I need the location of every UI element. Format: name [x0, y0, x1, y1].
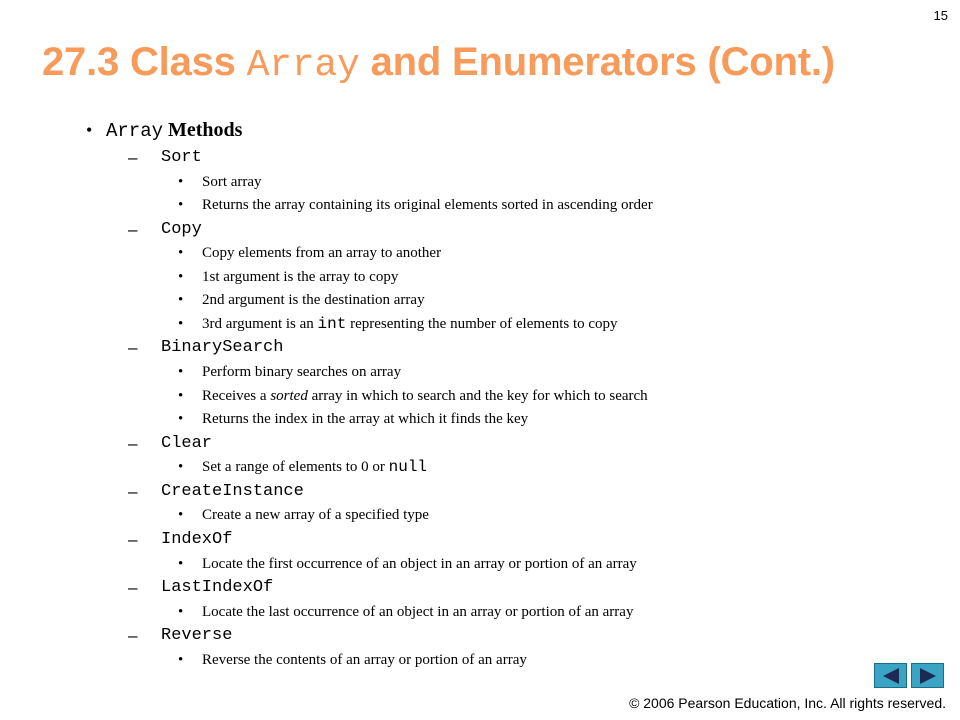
list-item — [0, 242, 900, 266]
right-arrow-icon — [918, 667, 938, 685]
method-sort — [0, 146, 900, 171]
dash-icon: – — [128, 578, 138, 598]
item-text: 3rd argument is an — [202, 315, 318, 332]
method-name: Clear — [161, 433, 213, 453]
method-name: CreateInstance — [161, 481, 304, 501]
item-text: Sort array — [202, 173, 262, 190]
next-slide-button[interactable] — [911, 663, 944, 688]
item-code: int — [317, 314, 347, 333]
dash-icon: – — [128, 626, 138, 646]
slide-navigation — [874, 663, 944, 688]
bullet-icon: • — [178, 364, 184, 381]
list-item — [0, 504, 900, 528]
list-item — [0, 266, 900, 290]
page-number: 15 — [933, 8, 948, 23]
slide-title — [42, 40, 835, 87]
bullet-icon: • — [178, 507, 184, 524]
method-name: BinarySearch — [161, 338, 284, 358]
list-item — [0, 194, 900, 218]
method-binary-search — [0, 336, 900, 361]
item-text: representing the number of elements to copy — [346, 315, 618, 332]
item-text: Reverse the contents of an array or portion of an array — [202, 652, 527, 668]
method-clear — [0, 432, 900, 457]
list-item — [0, 361, 900, 385]
item-text: Locate the first occurrence of an object in an array or portion of an array — [202, 555, 637, 572]
list-item — [0, 601, 900, 625]
list-item — [0, 456, 900, 480]
bullet-icon: • — [178, 245, 184, 262]
method-reverse — [0, 624, 900, 649]
list-item — [0, 553, 900, 577]
bullet-icon: • — [178, 173, 184, 190]
bullet-icon: • — [86, 120, 93, 140]
bullet-icon: • — [178, 268, 184, 285]
copyright-footer: © 2006 Pearson Education, Inc. All rights reserved. — [629, 695, 946, 711]
list-item — [0, 289, 900, 313]
main-bullet-text: Methods — [163, 119, 243, 141]
item-text: Perform binary searches on array — [202, 364, 402, 381]
item-text: Create a new array of a specified type — [202, 507, 429, 524]
bullet-icon: • — [178, 197, 184, 214]
method-last-index-of — [0, 576, 900, 601]
slide-content — [0, 114, 900, 673]
title-suffix: and Enumerators (Cont.) — [359, 40, 835, 84]
list-item — [0, 385, 900, 409]
item-emphasis: sorted — [270, 387, 308, 404]
bullet-icon: • — [178, 387, 184, 404]
item-text: 2nd argument is the destination array — [202, 292, 425, 309]
dash-icon: – — [128, 433, 138, 453]
method-copy — [0, 218, 900, 243]
method-name: Sort — [161, 148, 202, 167]
previous-slide-button[interactable] — [874, 663, 907, 688]
item-text: Locate the last occurrence of an object in an array or portion of an array — [202, 603, 634, 620]
list-item — [0, 649, 900, 673]
main-bullet-code: Array — [106, 120, 164, 142]
bullet-icon: • — [178, 652, 184, 668]
left-arrow-icon — [881, 667, 901, 685]
dash-icon: – — [128, 338, 138, 358]
item-text: Returns the index in the array at which it finds the key — [202, 411, 529, 428]
dash-icon: – — [128, 148, 138, 167]
title-code: Array — [246, 44, 360, 87]
method-index-of — [0, 528, 900, 553]
bullet-icon: • — [178, 292, 184, 309]
method-create-instance — [0, 480, 900, 505]
main-bullet — [0, 114, 900, 146]
dash-icon: – — [128, 481, 138, 501]
title-prefix: 27.3 Class — [42, 40, 247, 84]
item-code: null — [388, 458, 428, 477]
item-text: Receives a — [202, 387, 271, 404]
list-item — [0, 408, 900, 432]
bullet-icon: • — [178, 459, 184, 476]
dash-icon: – — [128, 529, 138, 549]
method-name: Copy — [161, 219, 202, 239]
bullet-icon: • — [178, 555, 184, 572]
item-text: array in which to search and the key for which to search — [307, 387, 648, 404]
dash-icon: – — [128, 219, 138, 239]
item-text: 1st argument is the array to copy — [202, 268, 399, 285]
list-item — [0, 171, 900, 195]
method-name: Reverse — [161, 626, 233, 646]
item-text: Set a range of elements to 0 or — [202, 459, 389, 476]
list-item — [0, 313, 900, 337]
bullet-icon: • — [178, 603, 184, 620]
method-name: LastIndexOf — [161, 578, 274, 598]
method-name: IndexOf — [161, 529, 233, 549]
bullet-icon: • — [178, 411, 184, 428]
bullet-icon: • — [178, 315, 184, 332]
item-text: Copy elements from an array to another — [202, 245, 442, 262]
item-text: Returns the array containing its original elements sorted in ascending order — [202, 197, 653, 214]
